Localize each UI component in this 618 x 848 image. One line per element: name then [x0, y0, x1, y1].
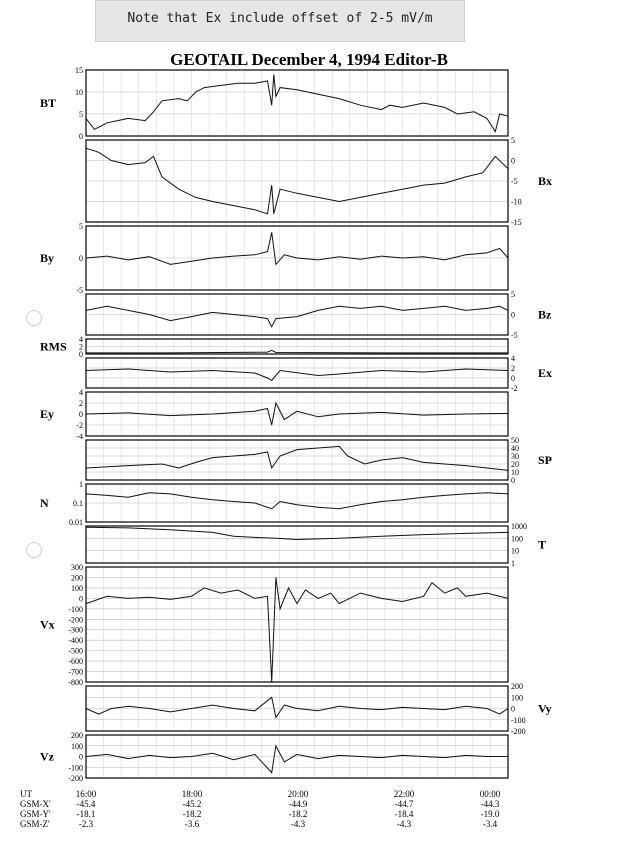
x-tick-label: 20:00	[287, 789, 309, 799]
x-tick-label: 22:00	[393, 789, 415, 799]
orbit-value: -18.2	[288, 809, 308, 819]
y-tick-label: -4	[76, 432, 83, 441]
orbit-value: -18.1	[76, 809, 96, 819]
y-tick-label: 0	[511, 476, 515, 485]
orbit-row-label: GSM-Z'	[20, 819, 50, 829]
panel-label-bx: Bx	[538, 174, 553, 188]
y-tick-label: 0	[79, 752, 83, 762]
panel-label-vz: Vz	[40, 749, 54, 764]
panel-label-rms: RMS	[40, 339, 67, 354]
y-tick-label: -300	[68, 625, 83, 635]
y-tick-label: -5	[76, 286, 83, 295]
y-tick-label: 2	[79, 399, 83, 408]
y-tick-label: -10	[511, 197, 522, 207]
panel-label-by: By	[40, 251, 55, 265]
y-tick-label: 100	[511, 693, 523, 703]
y-tick-label: -700	[68, 667, 83, 677]
chart-title: GEOTAIL December 4, 1994 Editor-B	[170, 50, 448, 69]
orbit-value: -45.2	[182, 799, 202, 809]
y-tick-label: 0	[511, 374, 515, 383]
orbit-value: -44.3	[480, 799, 500, 809]
y-tick-label: -100	[68, 763, 83, 773]
y-tick-label: 0.1	[73, 499, 83, 508]
y-tick-label: 0	[511, 156, 515, 166]
orbit-value: -44.9	[288, 799, 308, 809]
y-tick-label: 15	[75, 66, 83, 75]
panel-label-t: T	[538, 537, 547, 552]
orbit-value: -2.3	[78, 819, 94, 829]
y-tick-label: 200	[71, 731, 83, 740]
orbit-value: -4.3	[396, 819, 412, 829]
panel-label-bz: Bz	[538, 307, 552, 322]
y-tick-label: 0	[79, 350, 83, 359]
y-tick-label: 0	[79, 594, 83, 604]
y-tick-label: 5	[79, 222, 83, 231]
y-tick-label: -200	[68, 615, 83, 625]
orbit-value: -4.3	[290, 819, 306, 829]
y-tick-label: 2	[79, 342, 83, 352]
orbit-value: -3.4	[482, 819, 498, 829]
y-tick-label: -600	[68, 657, 83, 667]
y-tick-label: -800	[68, 678, 83, 687]
y-tick-label: 40	[511, 444, 519, 453]
y-tick-label: 50	[511, 436, 519, 445]
orbit-value: 16:00	[75, 789, 97, 799]
orbit-row-label: UT	[20, 789, 32, 799]
y-tick-label: 4	[511, 354, 515, 363]
y-tick-label: 0	[79, 410, 83, 419]
panel-label-ey: Ey	[40, 407, 55, 421]
orbit-value: -18.4	[394, 809, 414, 819]
panel-label-vy: Vy	[538, 701, 552, 716]
y-tick-label: -200	[68, 774, 83, 783]
y-tick-label: -15	[511, 218, 522, 227]
orbit-value: -45.4	[76, 799, 96, 809]
y-tick-label: -200	[511, 727, 526, 736]
panel-label-vx: Vx	[40, 617, 55, 632]
y-tick-label: -100	[511, 715, 526, 725]
y-tick-label: 0	[511, 704, 515, 714]
y-tick-label: -2	[511, 384, 518, 393]
y-tick-label: -2	[76, 421, 83, 430]
y-tick-label: 30	[511, 452, 519, 461]
panel-label-sp: SP	[538, 453, 553, 467]
y-tick-label: 100	[71, 741, 83, 751]
y-tick-label: 20	[511, 460, 519, 469]
panel-label-n: N	[40, 496, 49, 510]
y-tick-label: 4	[79, 335, 83, 344]
panel-label-ex: Ex	[538, 366, 553, 380]
orbit-value: 00:00	[479, 789, 501, 799]
y-tick-label: -5	[511, 177, 518, 186]
y-tick-label: 1	[79, 480, 83, 489]
y-tick-label: 2	[511, 364, 515, 373]
y-tick-label: 5	[511, 290, 515, 299]
y-tick-label: 10	[75, 88, 83, 97]
y-tick-label: -500	[68, 646, 83, 656]
y-tick-label: 100	[71, 583, 83, 593]
y-tick-label: 5	[511, 136, 515, 145]
y-tick-label: 10	[511, 546, 519, 556]
y-tick-label: 0	[79, 132, 83, 141]
orbit-value: -3.6	[184, 819, 200, 829]
y-tick-label: 1	[511, 559, 515, 568]
note-text: Note that Ex include offset of 2-5 mV/m	[127, 11, 433, 26]
orbit-value: -44.7	[394, 799, 414, 809]
orbit-row-label: GSM-Y'	[20, 809, 51, 819]
y-tick-label: 1000	[511, 522, 527, 531]
y-tick-label: -100	[68, 604, 83, 614]
y-tick-label: 200	[71, 573, 83, 583]
orbit-value: -18.2	[182, 809, 202, 819]
y-tick-label: 0	[79, 254, 83, 263]
y-tick-label: 100	[511, 534, 523, 544]
y-tick-label: -5	[511, 331, 518, 340]
y-tick-label: 300	[71, 563, 83, 572]
y-tick-label: -400	[68, 636, 83, 646]
y-tick-label: 0.01	[69, 518, 83, 527]
y-tick-label: 0	[511, 310, 515, 320]
x-tick-label: 18:00	[181, 789, 203, 799]
panel-label-bt: BT	[40, 96, 57, 110]
y-tick-label: 200	[511, 682, 523, 691]
y-tick-label: 5	[79, 110, 83, 119]
y-tick-label: 4	[79, 388, 83, 397]
y-tick-label: 10	[511, 468, 519, 477]
orbit-row-label: GSM-X'	[20, 799, 51, 809]
orbit-value: -19.0	[480, 809, 500, 819]
